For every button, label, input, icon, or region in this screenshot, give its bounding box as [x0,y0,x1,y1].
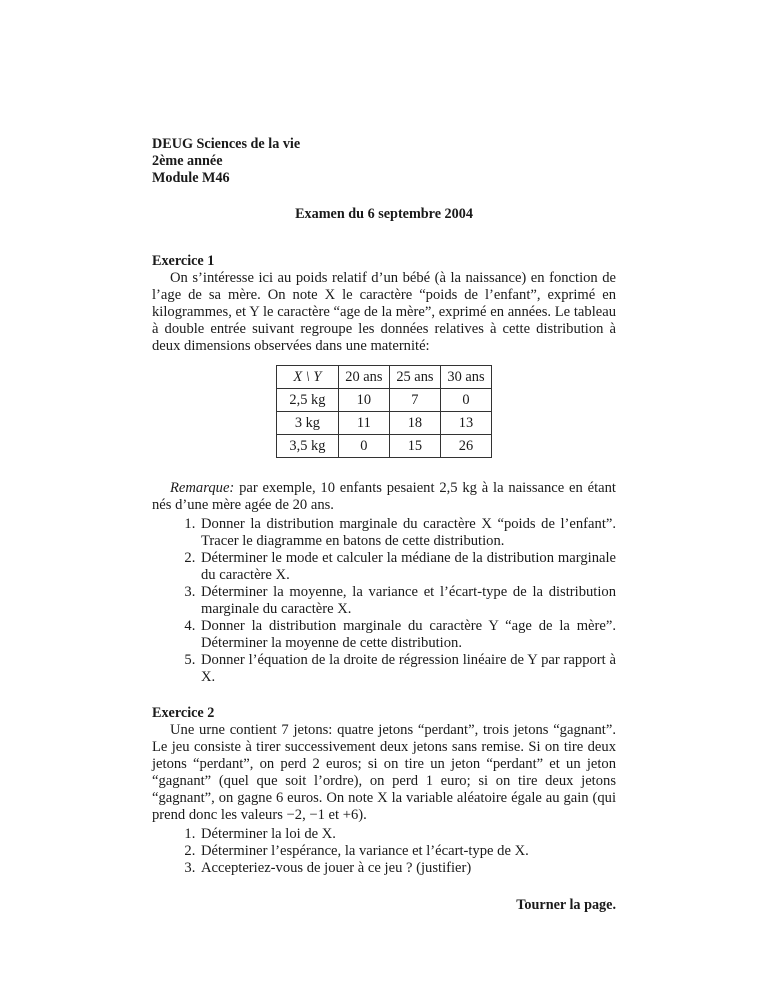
table-row [277,389,492,412]
remark-label: Remarque: [170,480,235,496]
header-module: Module M46 [152,170,230,186]
footer-container [152,897,616,927]
exercise-1 [152,253,616,686]
remark-text: par exemple, 10 enfants pesaient 2,5 kg à la naissance en étant nés d’une mère agée de 20 ans. [152,480,616,513]
question-item: 1. Donner la distribution marginale du caractère X “poids de l’enfant”. Tracer le diagramme en batons de cette distribution. [199,516,616,550]
table-cell: 18 [389,412,440,435]
row-header: 3,5 kg [277,435,339,458]
col-header: 20 ans [338,366,389,389]
table-cell: 13 [440,412,491,435]
table-corner: X \ Y [277,366,339,389]
exercise-1-intro: On s’intéresse ici au poids relatif d’un bébé (à la naissance) en fonction de l’age de sa mère. On note X le caractère “poids de l’enfant”, exprimé en kilogrammes, et Y le caractère “age de la mère”, exprimé en années. Le tableau à double entrée suivant regroupe les données relatives à cette distribution à deux dimensions observées dans une maternité: [152,270,616,354]
question-item: 3. Déterminer la moyenne, la variance et l’écart-type de la distribution marginale du caractère X. [199,584,616,618]
header-block [152,136,616,187]
row-header: 3 kg [277,412,339,435]
table-cell: 10 [338,389,389,412]
exercise-2 [152,705,616,877]
question-item: 4. Donner la distribution marginale du caractère Y “age de la mère”. Déterminer la moyenne de cette distribution. [199,618,616,652]
table-row [277,412,492,435]
table-cell: 0 [338,435,389,458]
table-cell: 11 [338,412,389,435]
table-cell: 0 [440,389,491,412]
exercise-1-questions [152,516,616,686]
table-row [277,435,492,458]
table-cell: 26 [440,435,491,458]
header-program: DEUG Sciences de la vie [152,136,301,152]
question-item: 3. Accepteriez-vous de jouer à ce jeu ? (justifier) [199,860,616,877]
exercise-2-questions [152,826,616,877]
question-item: 5. Donner l’équation de la droite de régression linéaire de Y par rapport à X. [199,652,616,686]
table-header-row [277,366,492,389]
exercise-2-heading: Exercice 2 [152,705,215,721]
contingency-table [276,365,492,458]
contingency-table-wrap [276,365,492,458]
question-item: 1. Déterminer la loi de X. [199,826,616,843]
exam-page [152,136,616,927]
exercise-2-intro: Une urne contient 7 jetons: quatre jetons “perdant”, trois jetons “gagnant”. Le jeu consiste à tirer successivement deux jetons sans remise. Si on tire deux jetons “perdant”, on perd 2 euros; si on tire un jeton “perdant” et un jeton “gagnant” (quel que soit l’ordre), on perd 1 euro; si on tire deux jetons “gagnant”, on gagne 6 euros. On note X la variable aléatoire égale au gain (qui prend donc les valeurs −2, −1 et +6). [152,722,616,823]
col-header: 25 ans [389,366,440,389]
question-item: 2. Déterminer l’espérance, la variance et l’écart-type de X. [199,843,616,860]
col-header: 30 ans [440,366,491,389]
remark [152,480,616,514]
exercise-1-heading: Exercice 1 [152,253,215,269]
question-item: 2. Déterminer le mode et calculer la médiane de la distribution marginale du caractère X. [199,550,616,584]
table-cell: 7 [389,389,440,412]
header-year: 2ème année [152,153,223,169]
table-cell: 15 [389,435,440,458]
row-header: 2,5 kg [277,389,339,412]
table-container [152,355,616,469]
exam-title: Examen du 6 septembre 2004 [295,206,473,222]
turn-page-note: Tourner la page. [516,897,616,913]
